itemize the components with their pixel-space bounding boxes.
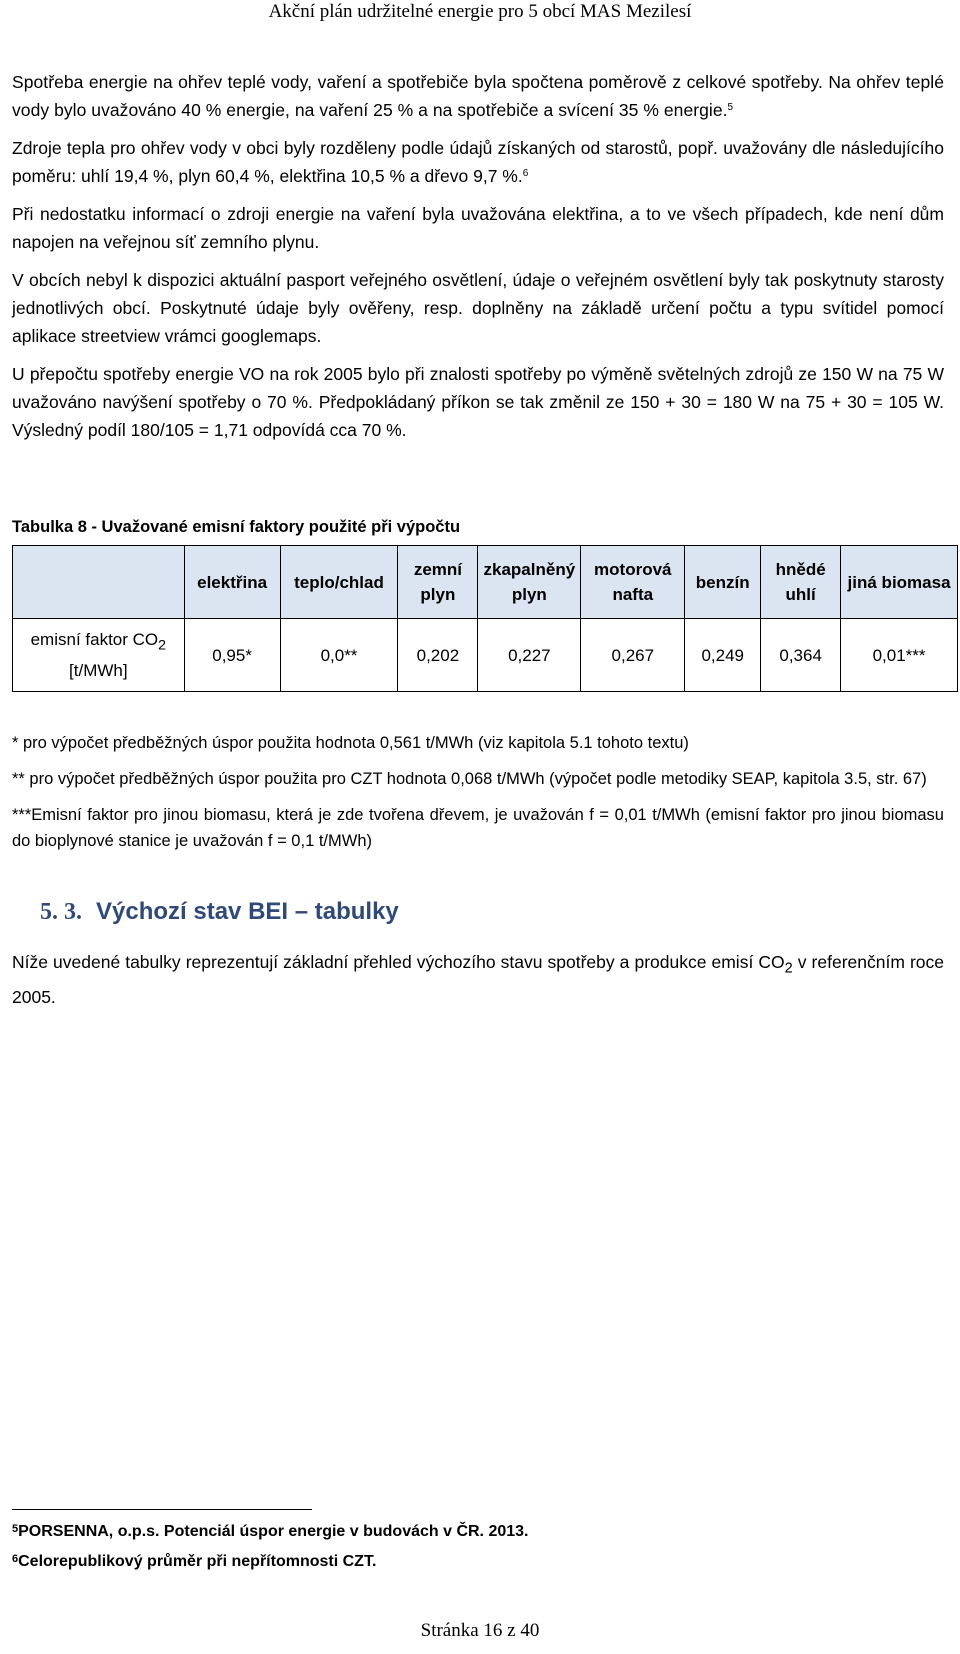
paragraph-energy-split: Spotřeba energie na ohřev teplé vody, vaření a spotřebiče byla spočtena poměrově z celkové spotřeby. Na ohřev teplé vody bylo uvažováno 40 % energie, na vaření 25 % a na spotřebiče a svícení 35 % energie.$^5$ [12, 72, 944, 120]
header-cell: jiná biomasa [841, 546, 958, 619]
table-notes [12, 730, 944, 854]
header-cell: zkapalněný plyn [478, 546, 581, 619]
table-row [13, 619, 958, 692]
emission-factors-table [12, 545, 958, 692]
page-header: Akční plán udržitelné energie pro 5 obcí MAS Mezilesí [268, 1, 692, 22]
paragraph-lighting: V obcích nebyl k dispozici aktuální pasport veřejného osvětlení, údaje o veřejném osvětlení byly tak poskytnuty starosty jednotlivých obcí. Poskytnuté údaje byly ověřeny, resp. doplněny na základě určení počtu a typu svítidel pomocí aplikace streetview vrámci googlemaps. [12, 270, 944, 346]
footnotes [12, 1517, 528, 1577]
table-cell: 0,0** [280, 619, 398, 692]
table-cell: 0,249 [685, 619, 761, 692]
footnote-5: $^5$PORSENNA, o.p.s. Potenciál úspor energie v budovách v ČR. 2013. [12, 1523, 529, 1540]
header-cell: motorová nafta [581, 546, 685, 619]
header-cell: elektřina [184, 546, 280, 619]
note-2: ** pro výpočet předběžných úspor použita pro CZT hodnota 0,068 t/MWh (výpočet podle metodiky SEAP, kapitola 3.5, str. 67) [12, 770, 927, 788]
footnote-ref-6: 6 [522, 168, 529, 179]
table-header-row [13, 546, 958, 619]
header-cell-empty [13, 546, 185, 619]
note-1: * pro výpočet předběžných úspor použita hodnota 0,561 t/MWh (viz kapitola 5.1 tohoto textu) [12, 734, 689, 752]
table-cell: 0,227 [478, 619, 581, 692]
note-3: ***Emisní faktor pro jinou biomasu, která je zde tvořena dřevem, je uvažován f = 0,01 t/MWh (emisní faktor pro jinou biomasu do bioplynové stanice je uvažován f = 0,1 t/MWh) [12, 806, 944, 850]
header-cell: zemní plyn [398, 546, 478, 619]
section-title: Výchozí stav BEI – tabulky [96, 898, 399, 925]
footnote-separator [12, 1509, 312, 1510]
section-number: 5. 3. [40, 899, 82, 925]
row-label: emisní faktor $CO_2$ [t/MWh] [13, 619, 185, 692]
table-cell: 0,95* [184, 619, 280, 692]
page-footer: Stránka 16 z 40 [420, 1620, 540, 1641]
footnote-6: $^6$Celorepublikový průměr při nepřítomnosti CZT. [12, 1553, 377, 1570]
table-cell: 0,202 [398, 619, 478, 692]
body-text [12, 68, 944, 444]
header-cell: hnědé uhlí [761, 546, 841, 619]
footnote-ref-5: 5 [727, 102, 734, 113]
table-caption: Tabulka 8 - Uvažované emisní faktory použité při výpočtu [12, 518, 461, 536]
paragraph-cooking: Při nedostatku informací o zdroji energie na vaření byla uvažována elektřina, a to ve všech případech, kde není dům napojen na veřejnou síť zemního plynu. [12, 204, 944, 252]
section-intro: Níže uvedené tabulky reprezentují základní přehled výchozího stavu spotřeby a produkce emisí $CO_2$ v referenčním roce 2005. [12, 952, 944, 1007]
table-cell: 0,267 [581, 619, 685, 692]
section-heading [40, 898, 399, 926]
table-cell: 0,01*** [841, 619, 958, 692]
header-cell: benzín [685, 546, 761, 619]
table-cell: 0,364 [761, 619, 841, 692]
header-cell: teplo/chlad [280, 546, 398, 619]
paragraph-lighting-recalc: U přepočtu spotřeby energie VO na rok 2005 bylo při znalosti spotřeby po výměně světelných zdrojů ze 150 W na 75 W uvažováno navýšení spotřeby o 70 %. Předpokládaný příkon se tak změnil ze 150 + 30 = 180 W na 75 + 30 = 105 W. Výsledný podíl 180/105 = 1,71 odpovídá cca 70 %. [12, 364, 944, 440]
paragraph-heat-sources: Zdroje tepla pro ohřev vody v obci byly rozděleny podle údajů získaných od starostů, popř. uvažovány dle následujícího poměru: uhlí 19,4 %, plyn 60,4 %, elektřina 10,5 % a dřevo 9,7 %.$^6$ [12, 138, 944, 186]
